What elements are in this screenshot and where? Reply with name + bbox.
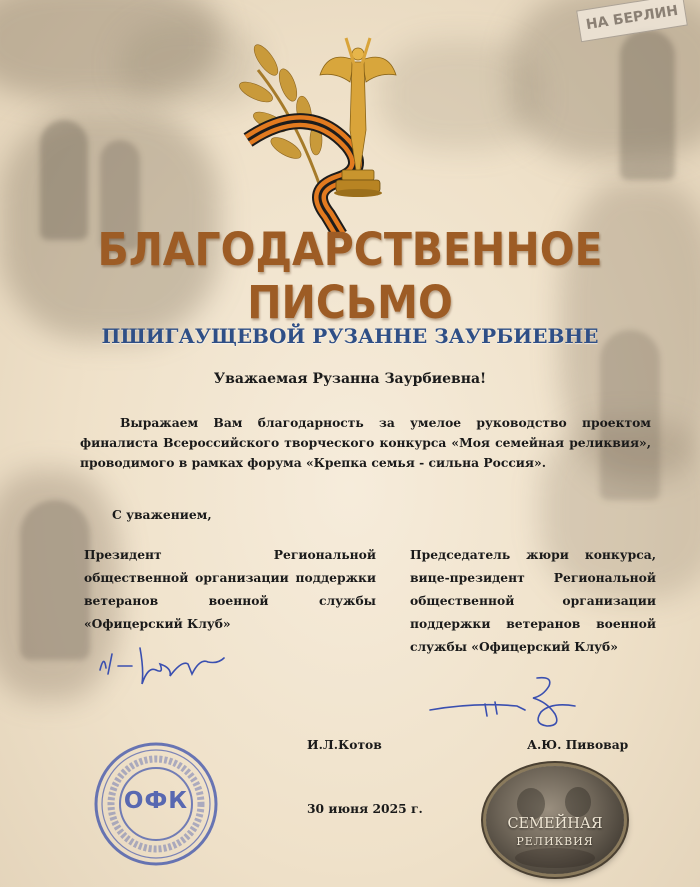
award-statuette-icon [228,30,398,240]
official-stamp [92,740,220,868]
left-signatory-name: И.Л.Котов [307,737,382,752]
stamp-text: ОФК [123,788,189,814]
greeting: Уважаемая Рузанна Заурбиевна! [213,371,487,387]
berlin-sign-text: НА БЕРЛИН [584,2,680,34]
right-signature [425,672,585,732]
left-signatory-position: Президент Региональной общественной организации поддержки ветеранов военной службы «Офицерский Клуб» [84,547,376,631]
right-signatory-name: А.Ю. Пивовар [527,737,629,752]
letter-date: 30 июня 2025 г. [307,801,423,816]
family-relic-medallion [486,766,624,874]
medallion-line-1: СЕМЕЙНАЯ [507,816,603,832]
recipient-name: ПШИГАУЩЕВОЙ РУЗАННЕ ЗАУРБИЕВНЕ [101,324,599,348]
left-signature [92,640,232,690]
medallion-line-2: РЕЛИКВИЯ [516,835,594,848]
berlin-sign [576,0,688,42]
letter-title: БЛАГОДАРСТВЕННОЕ ПИСЬМО [97,223,603,329]
regards: С уважением, [112,507,212,522]
letter-body: Выражаем Вам благодарность за умелое руководство проектом финалиста Всероссийского творческого конкурса «Моя семейная реликвия», проводимого в рамках форума «Крепка семья - сильна Россия». [80,415,651,470]
right-signatory-position: Председатель жюри конкурса, вице-президент Региональной общественной организации поддержки ветеранов военной службы «Офицерский Клуб» [410,547,656,654]
